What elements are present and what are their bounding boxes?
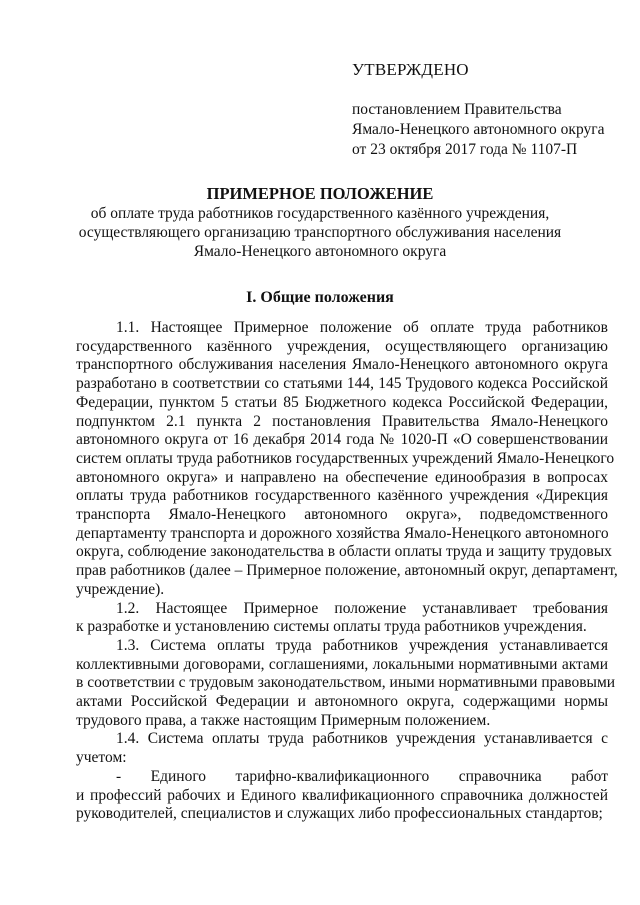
document-subtitle-line: Ямало-Ненецкого автономного округа: [193, 243, 447, 260]
document-title: ПРИМЕРНОЕ ПОЛОЖЕНИЕ: [206, 184, 434, 203]
paragraph-line: актами Российской Федерации и автономного округа, содержащими нормы: [76, 693, 608, 711]
paragraph-line: разработано в соответствии со статьями 144, 145 Трудового кодекса Российской: [76, 375, 608, 393]
paragraph-line: транспорта Ямало-Ненецкого автономного округа», подведомственного: [76, 506, 608, 524]
paragraph-line: департаменту транспорта и дорожного хозяйства Ямало-Ненецкого автономного: [76, 524, 609, 542]
paragraph-line: автономного округа» и направлено на обеспечение единообразия в вопросах: [76, 468, 608, 486]
paragraph-line: оплаты труда работников государственного казённого учреждения «Дирекция: [76, 487, 608, 505]
document-subtitle-line: осуществляющего организацию транспортного обслуживания населения: [78, 224, 562, 241]
paragraph-line: подпунктом 2.1 пункта 2 постановления Правительства Ямало-Ненецкого: [76, 412, 608, 430]
paragraph-line: прав работников (далее – Примерное положение, автономный округ, департамент,: [76, 562, 618, 580]
paragraph-line: - Единого тарифно-квалификационного справочника работ: [116, 767, 608, 785]
paragraph-line: 1.3. Система оплаты труда работников учреждения устанавливается: [116, 636, 608, 654]
paragraph: [76, 319, 618, 600]
approved-label: УТВЕРЖДЕНО: [352, 60, 469, 79]
section-heading: I. Общие положения: [246, 289, 394, 306]
paragraph-line: 1.1. Настоящее Примерное положение об оплате труда работников: [116, 319, 608, 336]
paragraph-line: транспортного обслуживания населения Ямало-Ненецкого автономного округа: [76, 356, 608, 374]
paragraph-line: Федерации, пунктом 5 статьи 85 Бюджетного кодекса Российской Федерации,: [76, 393, 608, 411]
paragraph-line: учетом:: [76, 749, 127, 767]
paragraph: [76, 768, 608, 824]
paragraph-line: автономного округа от 16 декабря 2014 года № 1020-П «О совершенствовании: [76, 431, 608, 449]
paragraph-line: в соответствии с трудовым законодательством, иными нормативными правовыми: [76, 674, 616, 692]
approval-line: от 23 октября 2017 года № 1107-П: [352, 141, 578, 158]
paragraph-line: 1.4. Система оплаты труда работников учреждения устанавливается с: [116, 730, 608, 748]
paragraph: [76, 600, 608, 637]
paragraph-line: государственного казённого учреждения, осуществляющего организацию: [76, 337, 608, 355]
document-title-block: [60, 184, 580, 261]
document-body: [76, 319, 618, 824]
paragraph-line: коллективными договорами, соглашениями, локальными нормативными актами: [76, 655, 608, 673]
paragraph-line: округа, соблюдение законодательства в области оплаты труда и защиту трудовых: [76, 543, 612, 561]
document-subtitle-line: об оплате труда работников государственного казённого учреждения,: [90, 205, 550, 222]
paragraph-line: систем оплаты труда работников государственных учреждений Ямало-Ненецкого: [76, 449, 615, 467]
paragraph: [76, 730, 608, 767]
paragraph-line: к разработке и установлению системы оплаты труда работников учреждения.: [76, 618, 587, 636]
paragraph-line: руководителей, специалистов и служащих либо профессиональных стандартов;: [76, 805, 603, 823]
approval-line: Ямало-Ненецкого автономного округа: [352, 121, 605, 138]
paragraph-line: 1.2. Настоящее Примерное положение устанавливает требования: [116, 599, 608, 617]
paragraph-line: учреждение).: [76, 580, 165, 598]
approval-stamp: [352, 60, 622, 160]
paragraph-line: и профессий рабочих и Единого квалификационного справочника должностей: [76, 786, 608, 804]
approval-line: постановлением Правительства: [352, 101, 562, 118]
paragraph: [76, 636, 616, 731]
paragraph-line: трудового права, а также настоящим Примерным положением.: [76, 711, 491, 729]
